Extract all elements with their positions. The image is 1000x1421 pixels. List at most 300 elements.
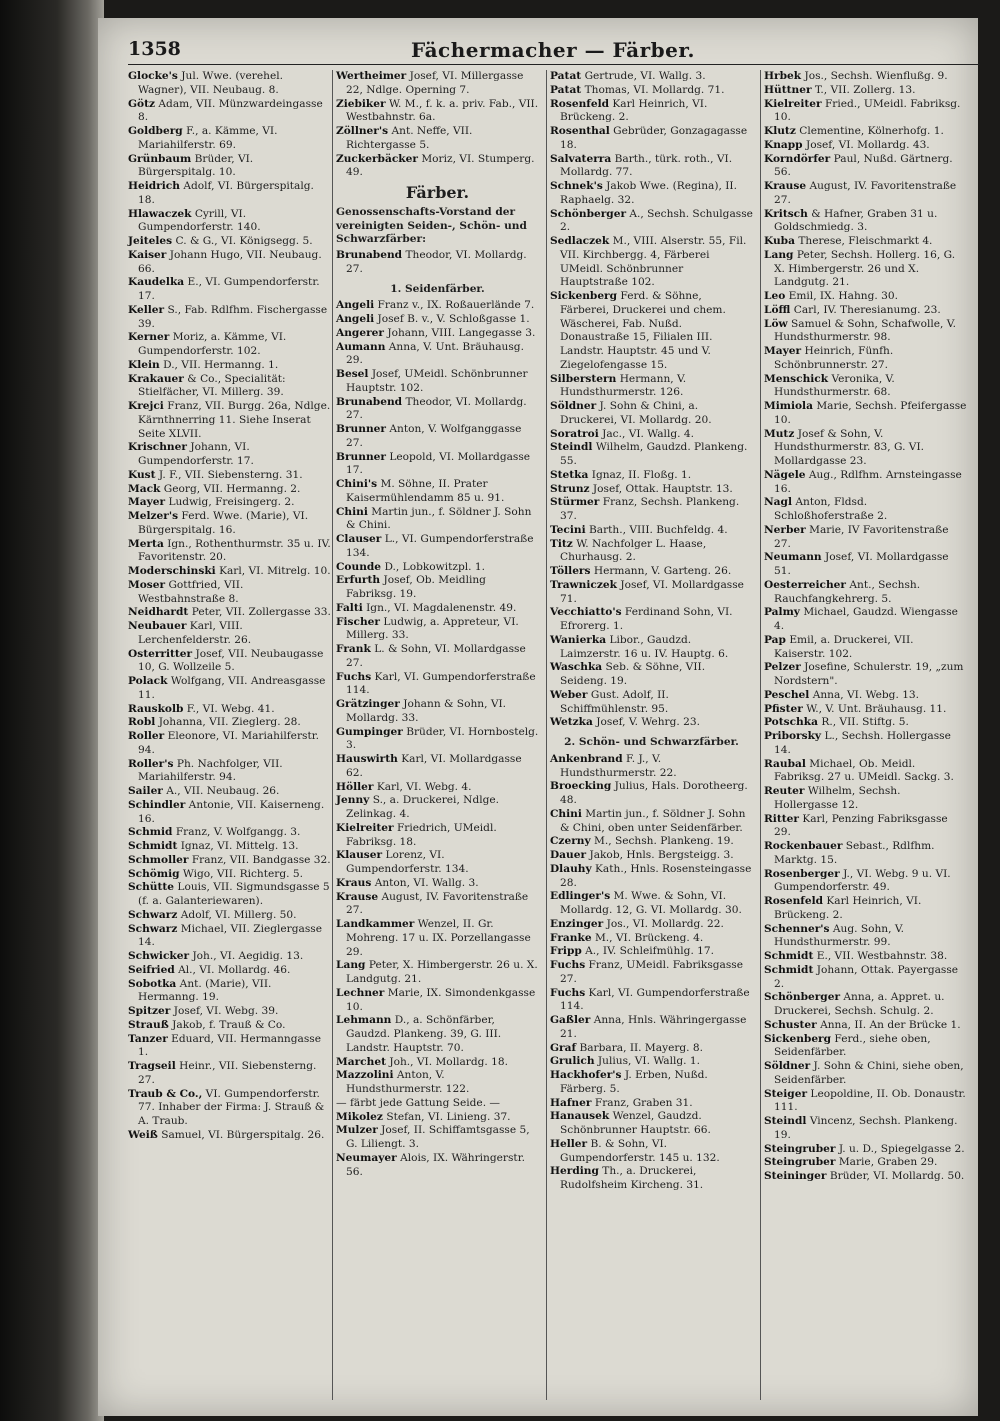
directory-entry bbox=[128, 208, 331, 236]
entry-name: Brunabend bbox=[336, 395, 403, 408]
entry-name: Strunz bbox=[550, 482, 590, 495]
entry-text: A., IV. Schleifmühlg. 17. bbox=[585, 945, 715, 958]
entry-name: Robl bbox=[128, 716, 156, 729]
directory-entry bbox=[336, 368, 539, 396]
entry-name: Polack bbox=[128, 675, 168, 687]
entry-text: Aug., Rdlfhm. Arnsteingasse 16. bbox=[774, 468, 962, 495]
entry-name: Hauswirth bbox=[336, 753, 398, 765]
entry-name: Leo bbox=[764, 290, 786, 302]
directory-entry bbox=[550, 290, 753, 373]
entry-text: J. u. D., Spiegelgasse 2. bbox=[838, 1142, 965, 1155]
entry-text: M. Söhne, II. Prater Kaisermühlendamm 85 u. 91. bbox=[346, 478, 505, 504]
directory-entry bbox=[764, 400, 967, 428]
entry-text: Josef, VI. Mollardg. 43. bbox=[805, 138, 930, 151]
directory-entry bbox=[336, 726, 539, 754]
entry-name: Fuchs bbox=[550, 959, 586, 971]
entry-text: Josef, VI. Mollardgasse 71. bbox=[560, 578, 744, 605]
entry-text: Karl Heinrich, VI. Brückeng. 2. bbox=[560, 97, 708, 124]
entry-text: Karl, VI. Mollardgasse 62. bbox=[346, 753, 522, 779]
directory-entry bbox=[128, 1019, 331, 1033]
directory-entry bbox=[128, 1088, 331, 1129]
column-2-entries bbox=[336, 299, 539, 1179]
directory-entry bbox=[764, 235, 967, 249]
entry-text: Ant. (Marie), VII. Hermanng. 19. bbox=[138, 977, 272, 1004]
entry-name: Schmidt bbox=[128, 840, 178, 852]
entry-name: Schuster bbox=[764, 1018, 817, 1031]
entry-text: Gertrude, VI. Wallg. 3. bbox=[584, 70, 706, 82]
directory-entry bbox=[336, 918, 539, 959]
entry-name: Pelzer bbox=[764, 661, 801, 674]
directory-entry bbox=[336, 299, 539, 313]
entry-text: Jos., Sechsh. Wienflußg. 9. bbox=[804, 70, 948, 82]
directory-entry bbox=[764, 290, 967, 304]
entry-text: Franz v., IX. Roßauerlände 7. bbox=[377, 299, 535, 312]
entry-text: Anton, V. Wolfganggasse 27. bbox=[346, 423, 522, 449]
entry-name: Schönberger bbox=[764, 991, 841, 1004]
entry-name: Priborsky bbox=[764, 730, 822, 742]
entry-name: Höller bbox=[336, 780, 374, 793]
directory-entry bbox=[128, 716, 331, 730]
directory-entry bbox=[550, 780, 753, 808]
entry-text: Ludwig, a. Appreteur, VI. Millerg. 33. bbox=[346, 615, 519, 642]
entry-name: Enzinger bbox=[550, 917, 604, 930]
entry-text: Kath., Hnls. Rosensteingasse 28. bbox=[560, 862, 752, 889]
entry-text: Jos., VI. Mollardg. 22. bbox=[606, 917, 724, 930]
entry-text: Eduard, VII. Hermanngasse 1. bbox=[138, 1032, 321, 1059]
header-rule bbox=[128, 64, 980, 65]
entry-name: Raubal bbox=[764, 757, 806, 770]
entry-name: Brunner bbox=[336, 450, 386, 463]
directory-entry bbox=[336, 1014, 539, 1055]
entry-name: Lang bbox=[764, 248, 794, 261]
entry-text: Peter, Sechsh. Hollerg. 16, G. X. Himbergerstr. 26 und X. Landgutg. 21. bbox=[774, 248, 956, 289]
entry-name: Broecking bbox=[550, 780, 612, 793]
entry-name: Jenny bbox=[336, 794, 370, 807]
entry-name: Trawniczek bbox=[550, 578, 617, 591]
directory-entry bbox=[550, 469, 753, 483]
entry-name: Neubauer bbox=[128, 620, 187, 632]
directory-entry bbox=[336, 396, 539, 424]
entry-text: Heinrich, Fünfh. Schönbrunnerstr. 27. bbox=[774, 345, 894, 371]
entry-text: Anton, V. Hundsthurmerstr. 122. bbox=[346, 1069, 470, 1095]
entry-text: J. F., VII. Siebensterng. 31. bbox=[158, 468, 303, 481]
directory-entry bbox=[550, 808, 753, 836]
entry-text: D., a. Schönfärber, Gaudzd. Plankeng. 39, G. III. Landstr. Hauptstr. 70. bbox=[346, 1014, 502, 1054]
entry-text: Marie, IX. Simondenkgasse 10. bbox=[346, 986, 536, 1013]
entry-name: Gumpinger bbox=[336, 725, 403, 738]
entry-text: Johann & Sohn, VI. Mollardg. 33. bbox=[346, 698, 507, 724]
entry-name: Hrbek bbox=[764, 70, 802, 82]
directory-entry bbox=[764, 689, 967, 703]
entry-name: Gaßler bbox=[550, 1014, 591, 1026]
entry-text: W. Nachfolger L. Haase, Churhausg. 2. bbox=[560, 537, 707, 564]
directory-entry bbox=[550, 400, 753, 428]
entry-text: Wenzel, II. Gr. Mohreng. 17 u. IX. Porzellangasse 29. bbox=[346, 918, 531, 958]
directory-entry bbox=[764, 318, 967, 346]
directory-entry bbox=[764, 428, 967, 469]
directory-entry bbox=[128, 304, 331, 332]
entry-text: Moriz, VI. Stumperg. 49. bbox=[346, 152, 535, 179]
directory-entry bbox=[128, 799, 331, 827]
entry-text: Barth., VIII. Buchfeldg. 4. bbox=[588, 523, 728, 536]
entry-name: Sobotka bbox=[128, 977, 177, 990]
entry-text: W., V. Unt. Bräuhausg. 11. bbox=[806, 702, 947, 715]
directory-entry bbox=[764, 551, 967, 579]
directory-entry bbox=[336, 561, 539, 575]
entry-text: Michael, Ob. Meidl. Fabriksg. 27 u. UMeidl. Sackg. 3. bbox=[774, 757, 954, 784]
entry-name: Rosenthal bbox=[550, 125, 610, 137]
directory-entry bbox=[550, 483, 753, 497]
entry-text: F., a. Kämme, VI. Mariahilferstr. 69. bbox=[138, 125, 278, 151]
entry-name: Weiß bbox=[128, 1128, 158, 1141]
directory-entry bbox=[764, 785, 967, 813]
running-title: Fächermacher — Färber. bbox=[410, 38, 696, 62]
entry-text: Ignaz, VI. Mittelg. 13. bbox=[180, 840, 299, 852]
directory-entry bbox=[764, 1060, 967, 1088]
directory-entry bbox=[764, 304, 967, 318]
directory-entry bbox=[550, 70, 753, 84]
entry-name: Mayer bbox=[764, 345, 802, 357]
entry-name: Nägele bbox=[764, 468, 806, 481]
entry-text: L. & Sohn, VI. Mollardgasse 27. bbox=[346, 643, 526, 669]
entry-text: Fried., UMeidl. Fabriksg. 10. bbox=[774, 97, 961, 124]
directory-entry bbox=[550, 565, 753, 579]
entry-name: Rosenfeld bbox=[764, 895, 824, 907]
entry-name: Lechner bbox=[336, 986, 385, 999]
directory-entry bbox=[128, 249, 331, 277]
directory-entry bbox=[336, 1152, 539, 1180]
entry-name: Klauser bbox=[336, 849, 383, 862]
entry-text: & Co., Specialität: Stielfächer, VI. Millerg. 39. bbox=[138, 372, 286, 399]
entry-text: Thomas, VI. Mollardg. 71. bbox=[584, 83, 725, 96]
entry-text: Johann Hugo, VII. Neubaug. 66. bbox=[138, 248, 322, 275]
entry-name: Kust bbox=[128, 468, 156, 481]
entry-name: Kraus bbox=[336, 876, 372, 889]
entry-text: M., Sechsh. Plankeng. 19. bbox=[594, 835, 734, 848]
entry-name: Angeli bbox=[336, 313, 375, 325]
entry-text: Vincenz, Sechsh. Plankeng. 19. bbox=[774, 1115, 958, 1141]
directory-entry bbox=[764, 716, 967, 730]
entry-text: Josef & Sohn, V. Hundsthurmerstr. 83, G. VI. Mollardgasse 23. bbox=[774, 427, 925, 467]
entry-text: Louis, VII. Sigmundsgasse 5 (f. a. Galanteriewaren). bbox=[138, 881, 330, 907]
entry-text: Karl, VI. Webg. 4. bbox=[376, 780, 472, 793]
entry-name: Steindl bbox=[550, 441, 593, 454]
entry-name: Herding bbox=[550, 1165, 599, 1178]
entry-name: Patat bbox=[550, 70, 582, 82]
entry-text: Brüder, VI. Bürgerspitalg. 10. bbox=[138, 152, 254, 179]
directory-entry bbox=[128, 909, 331, 923]
entry-name: Chini's bbox=[336, 478, 378, 490]
entry-name: Heidrich bbox=[128, 180, 180, 192]
entry-name: Angeli bbox=[336, 299, 375, 312]
directory-entry bbox=[764, 208, 967, 236]
entry-text: Franz, Graben 31. bbox=[594, 1096, 693, 1109]
entry-name: Hanausek bbox=[550, 1110, 610, 1123]
entry-name: Mack bbox=[128, 482, 161, 495]
directory-entry bbox=[128, 606, 331, 620]
directory-entry bbox=[336, 891, 539, 919]
directory-entry bbox=[764, 923, 967, 951]
page-number: 1358 bbox=[128, 38, 181, 60]
directory-entry bbox=[128, 496, 331, 510]
entry-text: Ignaz, II. Floßg. 1. bbox=[591, 468, 692, 481]
entry-text: W. M., f. k. a. priv. Fab., VII. Westbahnstr. 6a. bbox=[346, 97, 539, 124]
entry-text: Josef, Ob. Meidling Fabriksg. 19. bbox=[346, 574, 486, 600]
entry-text: Johann, VI. Gumpendorferstr. 17. bbox=[138, 441, 254, 467]
directory-entry bbox=[550, 753, 753, 781]
entry-text: Barth., türk. roth., VI. Mollardg. 77. bbox=[560, 152, 733, 179]
entry-name: Kielreiter bbox=[764, 97, 822, 110]
directory-entry bbox=[550, 863, 753, 891]
entry-text: Josef, VII. Neubaugasse 10, G. Wollzeile 5. bbox=[138, 647, 324, 674]
entry-text: Heinr., VII. Siebensterng. 27. bbox=[138, 1060, 317, 1086]
entry-text: Gebrüder, Gonzagagasse 18. bbox=[560, 125, 748, 151]
directory-entry bbox=[764, 579, 967, 607]
entry-text: Ph. Nachfolger, VII. Mariahilferstr. 94. bbox=[138, 757, 283, 784]
entry-text: Anton, VI. Wallg. 3. bbox=[374, 876, 479, 889]
directory-entry bbox=[764, 606, 967, 634]
directory-entry bbox=[336, 327, 539, 341]
entry-name: Mikolez bbox=[336, 1110, 383, 1123]
entry-name: Schmoller bbox=[128, 853, 189, 866]
entry-text: Seb. & Söhne, VII. Seideng. 19. bbox=[560, 661, 706, 687]
entry-text: Therese, Fleischmarkt 4. bbox=[798, 235, 933, 247]
entry-name: Strauß bbox=[128, 1018, 169, 1031]
entry-name: Stürmer bbox=[550, 496, 600, 509]
entry-name: Melzer's bbox=[128, 510, 179, 522]
entry-name: Edlinger's bbox=[550, 890, 611, 903]
directory-entry bbox=[128, 483, 331, 497]
entry-name: Kielreiter bbox=[336, 821, 394, 834]
directory-entry bbox=[336, 959, 539, 987]
directory-entry bbox=[128, 276, 331, 304]
directory-entry bbox=[336, 423, 539, 451]
entry-name: Hafner bbox=[550, 1096, 592, 1109]
entry-name: Klein bbox=[128, 358, 160, 371]
entry-text: Wenzel, Gaudzd. Schönbrunner Hauptstr. 66. bbox=[560, 1110, 711, 1136]
directory-entry bbox=[764, 84, 967, 98]
entry-name: Erfurth bbox=[336, 574, 381, 587]
entry-text: M. Wwe. & Sohn, VI. Mollardg. 12, G. VI. Mollardg. 30. bbox=[560, 890, 742, 916]
entry-text: Ign., VI. Magdalenenstr. 49. bbox=[366, 601, 517, 614]
entry-text: R., VII. Stiftg. 5. bbox=[821, 716, 909, 729]
entry-name: Grünbaum bbox=[128, 152, 192, 165]
directory-entry bbox=[128, 840, 331, 854]
entry-name: Rockenbauer bbox=[764, 840, 843, 852]
directory-entry bbox=[764, 730, 967, 758]
entry-name: Counde bbox=[336, 560, 382, 573]
directory-entry bbox=[764, 868, 967, 896]
column-3-entries bbox=[550, 753, 753, 1193]
entry-name: Weber bbox=[550, 688, 588, 701]
entry-name: Hüttner bbox=[764, 83, 812, 96]
entry-text: VI. Gumpendorferstr. 77. Inhaber der Firma: J. Strauß & A. Traub. bbox=[138, 1087, 325, 1127]
directory-entry bbox=[550, 716, 753, 730]
directory-entry bbox=[336, 781, 539, 795]
directory-entry bbox=[128, 881, 331, 909]
entry-text: Jac., VI. Wallg. 4. bbox=[602, 427, 694, 440]
entry-text: S., a. Druckerei, Ndlge. Zelinkag. 4. bbox=[346, 794, 500, 820]
directory-entry bbox=[764, 345, 967, 373]
directory-entry bbox=[128, 400, 331, 441]
entry-name: Mutz bbox=[764, 427, 795, 440]
directory-entry bbox=[128, 868, 331, 882]
directory-entry bbox=[336, 506, 539, 534]
entry-name: Steiger bbox=[764, 1087, 808, 1100]
entry-text: Leopold, VI. Mollardgasse 17. bbox=[346, 450, 531, 477]
directory-entry bbox=[336, 533, 539, 561]
directory-entry bbox=[764, 950, 967, 964]
entry-text: Julius, VI. Wallg. 1. bbox=[597, 1055, 701, 1068]
directory-entry bbox=[128, 1129, 331, 1143]
entry-text: Josef, VI. Millergasse 22, Ndlge. Operning 7. bbox=[346, 70, 524, 96]
entry-name: Kuba bbox=[764, 235, 795, 247]
entry-name: Menschick bbox=[764, 372, 829, 385]
entry-text: Martin jun., f. Söldner J. Sohn & Chini, oben unter Seidenfärber. bbox=[560, 807, 746, 834]
directory-entry bbox=[550, 1165, 753, 1193]
directory-entry bbox=[336, 822, 539, 850]
directory-entry bbox=[550, 987, 753, 1015]
entry-text: Adolf, VI. Millerg. 50. bbox=[180, 908, 297, 921]
entry-text: Barbara, II. Mayerg. 8. bbox=[579, 1041, 704, 1054]
directory-entry bbox=[550, 125, 753, 153]
entry-text: Anna, II. An der Brücke 1. bbox=[820, 1018, 961, 1031]
directory-entry bbox=[128, 826, 331, 840]
entry-name: Sickenberg bbox=[550, 290, 618, 302]
directory-entry bbox=[764, 1156, 967, 1170]
directory-entry bbox=[336, 341, 539, 369]
directory-entry bbox=[764, 70, 967, 84]
directory-entry bbox=[128, 675, 331, 703]
directory-entry bbox=[128, 978, 331, 1006]
entry-text: Karl, VI. Gumpendorferstraße 114. bbox=[560, 986, 750, 1013]
entry-name: Schwicker bbox=[128, 950, 190, 962]
directory-entry bbox=[128, 441, 331, 469]
entry-name: Potschka bbox=[764, 716, 818, 729]
entry-name: Fuchs bbox=[336, 670, 372, 683]
directory-entry bbox=[764, 1170, 967, 1184]
directory-entry bbox=[128, 469, 331, 483]
directory-entry bbox=[764, 98, 967, 126]
entry-name: Frank bbox=[336, 643, 371, 655]
entry-name: Schwarz bbox=[128, 922, 178, 935]
directory-entry bbox=[128, 373, 331, 401]
entry-text: Ferd. & Söhne, Färberei, Druckerei und chem. Wäscherei, Fab. Nußd. Donaustraße 15, Filialen III. Landstr. Hauptstr. 45 und V. Ziegelofengasse 15. bbox=[560, 290, 726, 371]
entry-name: Peschel bbox=[764, 688, 810, 701]
entry-text: Eleonore, VI. Mariahilferstr. 94. bbox=[138, 730, 319, 756]
entry-name: Lehmann bbox=[336, 1014, 392, 1027]
entry-name: Schütte bbox=[128, 881, 175, 894]
directory-entry bbox=[336, 1111, 539, 1125]
entry-name: Oesterreicher bbox=[764, 578, 846, 591]
directory-entry bbox=[128, 758, 331, 786]
entry-name: Brunner bbox=[336, 423, 386, 435]
entry-text: Alois, IX. Währingerstr. 56. bbox=[346, 1151, 525, 1178]
entry-text: Michael, Gaudzd. Wiengasse 4. bbox=[774, 606, 958, 632]
directory-entry bbox=[550, 1014, 753, 1042]
entry-name: Hlawaczek bbox=[128, 207, 192, 220]
entry-text: T., VII. Zollerg. 13. bbox=[814, 83, 916, 96]
entry-name: Wanierka bbox=[550, 633, 607, 646]
directory-entry bbox=[550, 441, 753, 469]
entry-text: Martin jun., f. Söldner J. Sohn & Chini. bbox=[346, 505, 532, 532]
entry-text: Sebast., Rdlfhm. Marktg. 15. bbox=[774, 840, 935, 866]
directory-entry bbox=[128, 70, 331, 98]
directory-entry bbox=[336, 153, 539, 181]
entry-text: D., VII. Hermanng. 1. bbox=[163, 358, 279, 371]
entry-name: Moderschinski bbox=[128, 565, 216, 577]
entry-name: Graf bbox=[550, 1041, 577, 1054]
entry-name: Kaiser bbox=[128, 248, 167, 261]
entry-text: Brüder, VI. Hornbostelg. 3. bbox=[346, 725, 539, 752]
entry-name: Glocke's bbox=[128, 70, 178, 82]
directory-entry bbox=[336, 125, 539, 153]
entry-text: Johann, VIII. Langegasse 3. bbox=[387, 326, 536, 339]
directory-entry bbox=[128, 331, 331, 359]
directory-entry bbox=[550, 918, 753, 932]
entry-name: Söldner bbox=[550, 400, 597, 412]
directory-entry bbox=[764, 1143, 967, 1157]
entry-name: Patat bbox=[550, 83, 582, 96]
entry-text: Josef, V. Wehrg. 23. bbox=[596, 716, 700, 729]
entry-text: Wilhelm, Sechsh. Hollergasse 12. bbox=[774, 785, 901, 811]
entry-text: Georg, VII. Hermanng. 2. bbox=[163, 482, 301, 495]
directory-entry bbox=[336, 1056, 539, 1070]
entry-name: Spitzer bbox=[128, 1005, 171, 1017]
entry-name: Grätzinger bbox=[336, 698, 400, 710]
entry-name: Kerner bbox=[128, 331, 170, 344]
directory-entry bbox=[336, 616, 539, 644]
entry-text: M., VIII. Alserstr. 55, Fil. VII. Kirchbergg. 4, Färberei UMeidl. Schönbrunner Hauptstraße 102. bbox=[560, 235, 747, 289]
entry-text: Johann, Ottak. Payergasse 2. bbox=[774, 963, 959, 990]
entry-name: Roller's bbox=[128, 757, 174, 770]
entry-name: Schmidt bbox=[764, 950, 814, 962]
entry-name: Schmidt bbox=[764, 963, 814, 976]
directory-entry bbox=[550, 1069, 753, 1097]
entry-text: Hermann, V. Hundsthurmerstr. 126. bbox=[560, 372, 687, 399]
entry-text: Ant., Sechsh. Rauchfangkehrerg. 5. bbox=[774, 578, 921, 605]
section-title-faerber: Färber. bbox=[405, 183, 470, 202]
entry-text: Anna, a. Appret. u. Druckerei, Sechsh. Schulg. 2. bbox=[774, 991, 945, 1017]
entry-name: Schönberger bbox=[550, 207, 627, 220]
entry-text: Karl, VIII. Lerchenfelderstr. 26. bbox=[138, 620, 252, 646]
entry-name: Krause bbox=[764, 180, 807, 192]
directory-entry bbox=[128, 510, 331, 538]
entry-name: Neidhardt bbox=[128, 606, 189, 619]
directory-entry bbox=[764, 180, 967, 208]
directory-entry bbox=[128, 235, 331, 249]
entry-name: Sedlaczek bbox=[550, 235, 610, 247]
entry-text: Brüder, VI. Mollardg. 50. bbox=[829, 1170, 965, 1182]
entry-text: Josef, II. Schiffamtsgasse 5, G. Liliengt. 3. bbox=[346, 1124, 530, 1150]
entry-text: Gust. Adolf, II. Schiffmühlenstr. 95. bbox=[560, 688, 669, 715]
entry-text: Joh., VI. Mollardg. 18. bbox=[389, 1055, 508, 1068]
entry-name: Wertheimer bbox=[336, 70, 407, 82]
directory-entry bbox=[550, 1110, 753, 1138]
entry-name: Schmid bbox=[128, 826, 173, 839]
entry-name: Keller bbox=[128, 303, 165, 316]
directory-entry bbox=[128, 1060, 331, 1088]
entry-name: Reuter bbox=[764, 785, 805, 797]
directory-entry bbox=[128, 730, 331, 758]
directory-entry bbox=[764, 840, 967, 868]
entry-text: Jul. Wwe. (verehel. Wagner), VII. Neubaug. 8. bbox=[138, 70, 283, 96]
entry-name: Fuchs bbox=[550, 986, 586, 999]
directory-entry bbox=[336, 478, 539, 506]
directory-entry bbox=[336, 602, 539, 616]
entry-text: L., VI. Gumpendorferstraße 134. bbox=[346, 533, 534, 559]
entry-name: Osterritter bbox=[128, 647, 193, 660]
